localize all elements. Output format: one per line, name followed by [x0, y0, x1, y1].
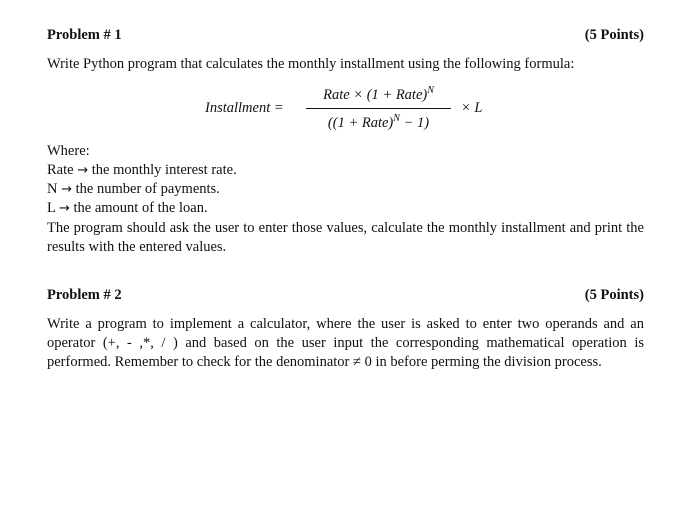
formula-fraction: [306, 85, 451, 132]
installment-formula: [205, 85, 505, 135]
def-rate: Rate → the monthly interest rate.: [47, 162, 237, 178]
problem1-header: [47, 27, 644, 44]
problem1-intro: Write Python program that calculates the monthly installment using the following formula:: [47, 56, 575, 72]
formula-lhs: Installment =: [205, 100, 284, 116]
problem2-task: Write a program to implement a calculator, where the user is asked to enter two operands and an operator (+, - ,*, / ) and based on the user input the corresponding mathematical operation is performed. Remember to check for the denominator ≠ 0 in before perming the division process.: [47, 316, 644, 370]
def-n: N → the number of payments.: [47, 181, 220, 197]
problem1-title: Problem # 1: [47, 27, 122, 43]
right-arrow-icon: →: [77, 163, 89, 178]
problem2-header: [47, 287, 644, 304]
problem1-points: (5 Points): [584, 27, 644, 43]
formula-numerator: Rate × (1 + Rate)$^N$: [323, 85, 434, 103]
right-arrow-icon: →: [58, 201, 70, 216]
problem2-points: (5 Points): [584, 287, 644, 303]
def-l: L → the amount of the loan.: [47, 200, 208, 216]
fraction-bar: [306, 108, 451, 109]
right-arrow-icon: →: [61, 182, 73, 197]
problem1-task: The program should ask the user to enter those values, calculate the monthly installment and print the results with the entered values.: [47, 220, 644, 255]
formula-rhs: × L: [461, 100, 483, 116]
where-label: Where:: [47, 143, 90, 159]
formula-denominator: ((1 + Rate)$^N$ − 1): [327, 113, 430, 131]
problem2-title: Problem # 2: [47, 287, 122, 303]
